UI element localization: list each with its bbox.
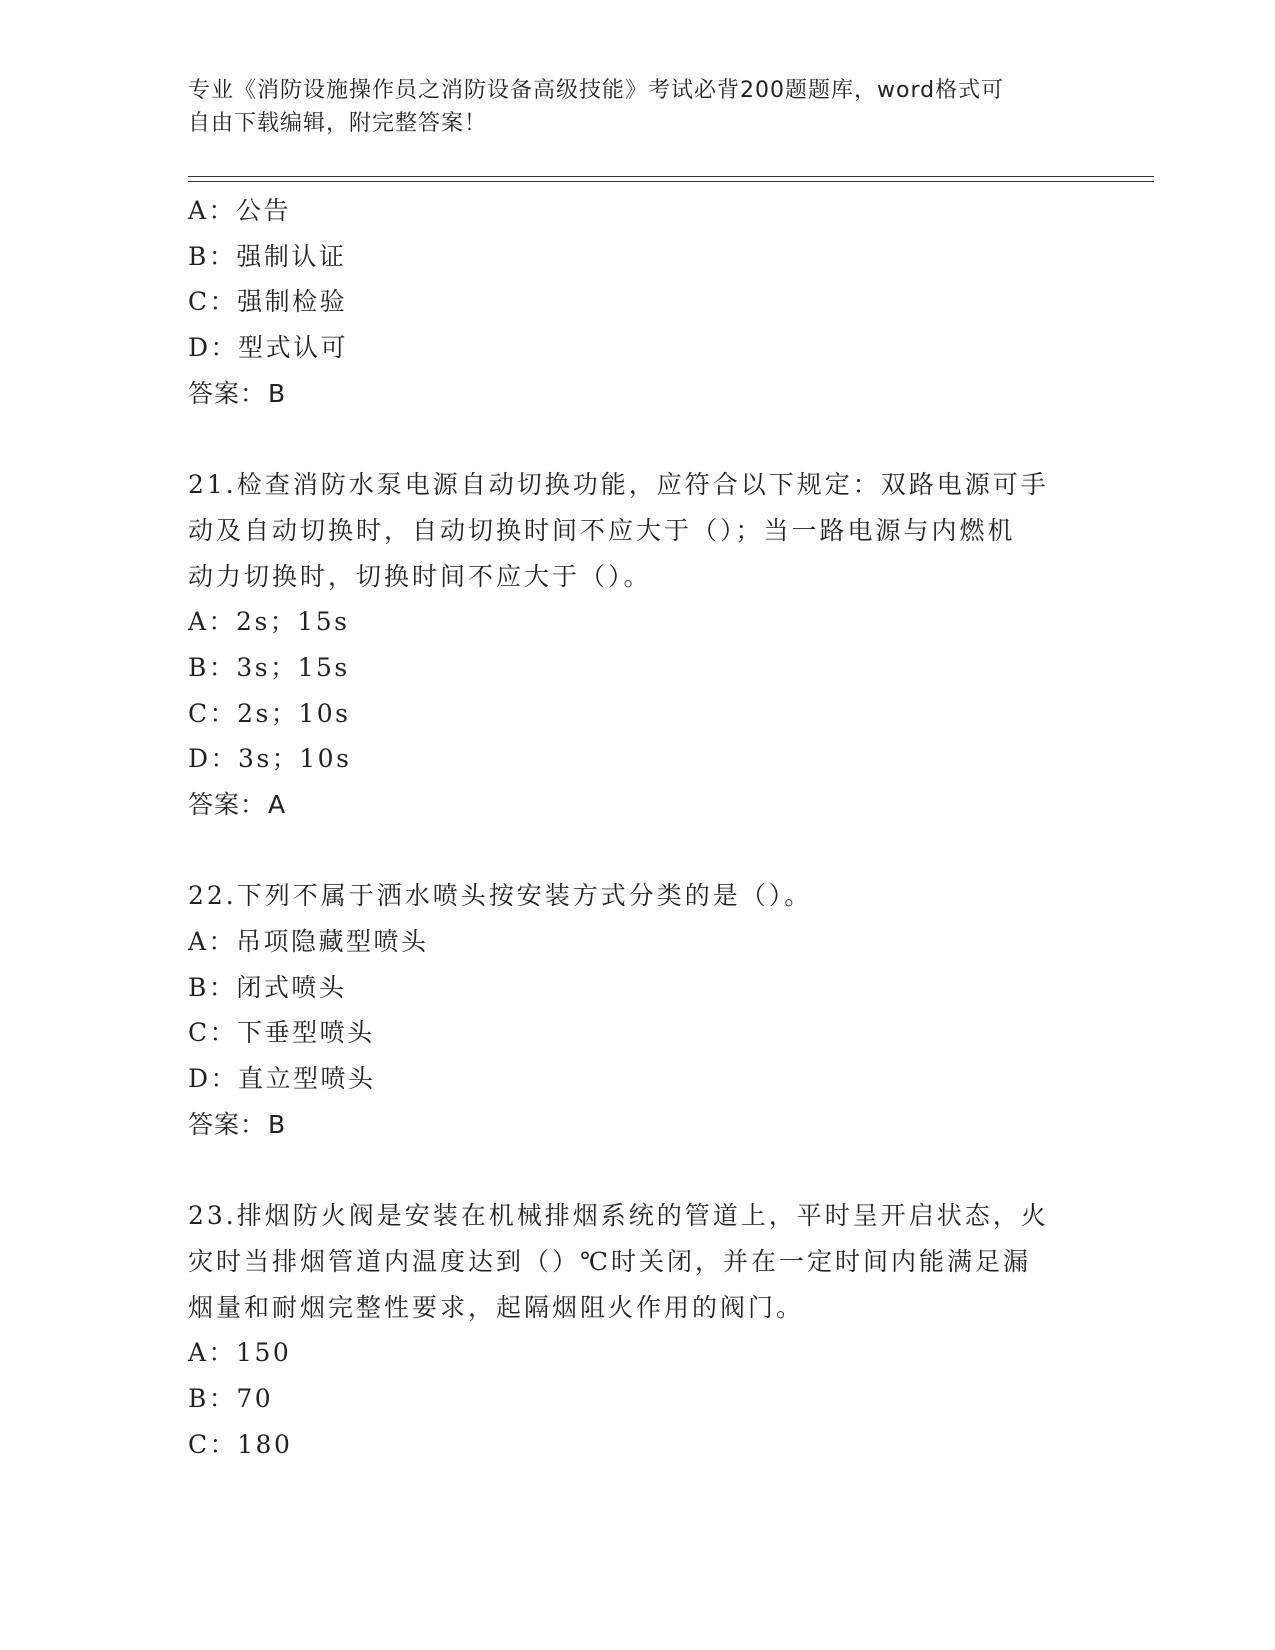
question-stem-line: 23.排烟防火阀是安装在机械排烟系统的管道上，平时呈开启状态，火 — [188, 1201, 1049, 1231]
header-title-line-1: 专业《消防设施操作员之消防设备高级技能》考试必背200题题库，word格式可 — [188, 78, 1005, 103]
option-d: D：3s；10s — [188, 744, 352, 774]
question-20-continued — [188, 188, 1088, 416]
option-a: A：公告 — [188, 196, 292, 225]
option-a: A：吊项隐藏型喷头 — [188, 927, 429, 956]
option-d: D：直立型喷头 — [188, 1064, 376, 1094]
question-22-options — [188, 919, 1088, 1147]
question-23-options — [188, 1330, 1088, 1467]
question-list — [188, 188, 1088, 1467]
answer-line — [188, 782, 1088, 828]
question-stem-line: 21.检查消防水泵电源自动切换功能，应符合以下规定：双路电源可手 — [188, 470, 1049, 500]
question-stem-line: 动及自动切换时，自动切换时间不应大于（）；当一路电源与内燃机 — [188, 515, 1016, 545]
spacer — [188, 828, 1088, 874]
spacer — [188, 1147, 1088, 1193]
option-b: B：70 — [188, 1383, 274, 1413]
option-b: B：3s；15s — [188, 652, 350, 682]
spacer — [188, 416, 1088, 462]
header-divider-bottom — [188, 181, 1154, 182]
header-divider-top — [188, 176, 1154, 177]
option-a: A：2s；15s — [188, 607, 350, 637]
question-stem-line: 动力切换时，切换时间不应大于（）。 — [188, 561, 652, 591]
question-21 — [188, 462, 1088, 599]
option-a: A：150 — [188, 1338, 292, 1368]
header-title-line-2: 自由下载编辑，附完整答案！ — [188, 111, 488, 136]
option-c: C：180 — [188, 1429, 293, 1459]
question-stem-line: 灾时当排烟管道内温度达到（）℃时关闭，并在一定时间内能满足漏 — [188, 1246, 1031, 1276]
answer-label: 答案： — [188, 378, 267, 408]
answer-value: A — [268, 789, 287, 819]
question-23 — [188, 1193, 1088, 1330]
question-stem-line: 22.下列不属于洒水喷头按安装方式分类的是（）。 — [188, 881, 813, 911]
answer-line — [188, 1102, 1088, 1148]
question-21-options — [188, 599, 1088, 827]
question-stem-line: 烟量和耐烟完整性要求，起隔烟阻火作用的阀门。 — [188, 1292, 805, 1322]
option-c: C：2s；10s — [188, 698, 351, 728]
option-c: C：强制检验 — [188, 287, 348, 317]
option-c: C：下垂型喷头 — [188, 1018, 375, 1048]
answer-line — [188, 371, 1088, 417]
answer-label: 答案： — [188, 789, 267, 819]
answer-value: B — [268, 1109, 287, 1139]
option-d: D：型式认可 — [188, 333, 349, 363]
option-b: B：强制认证 — [188, 241, 347, 271]
option-b: B：闭式喷头 — [188, 972, 347, 1002]
question-22 — [188, 873, 1088, 919]
answer-label: 答案： — [188, 1109, 267, 1139]
answer-value: B — [268, 378, 287, 408]
document-header — [188, 74, 1068, 140]
